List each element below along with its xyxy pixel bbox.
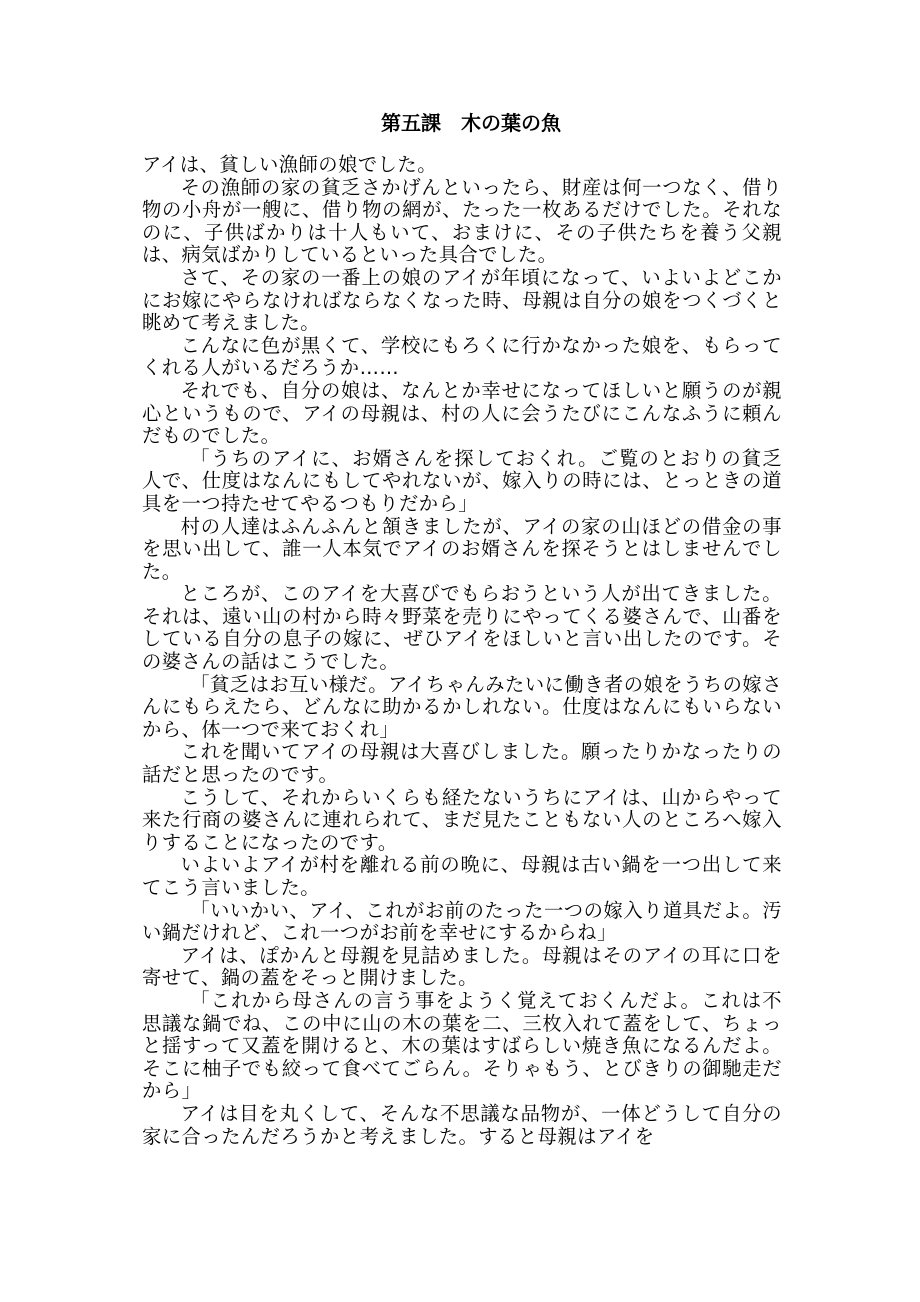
paragraph-13: 「いいかい、アイ、これがお前のたった一つの嫁入り道具だよ。汚い鍋だけれど、これ一つがお前を幸せにするからね」 — [142, 898, 782, 945]
paragraph-15: 「これから母さんの言う事をようく覚えておくんだよ。これは不思議な鍋でね、この中に山の木の葉を二、三枚入れて蓋をして、ちょっと揺すって又蓋を開けると、木の葉はすばらしい焼き魚になるんだよ。そこに柚子でも絞って食べてごらん。そりゃもう、とびきりの御馳走だから」 — [142, 988, 782, 1103]
paragraph-12: いよいよアイが村を離れる前の晩に、母親は古い鍋を一つ出して来てこう言いました。 — [142, 853, 782, 899]
lesson-title: 第五課 木の葉の魚 — [381, 111, 561, 135]
document-page — [142, 108, 782, 1148]
story-body — [142, 154, 782, 1148]
paragraph-9: 「貧乏はお互い様だ。アイちゃんみたいに働き者の娘をうちの嫁さんにもらえたら、どんなに助かるかしれない。仕度はなんにもいらないから、体一つで来ておくれ」 — [142, 672, 782, 741]
paragraph-4: こんなに色が黒くて、学校にもろくに行かなかった娘を、もらってくれる人がいるだろうか…… — [142, 333, 782, 380]
paragraph-14: アイは、ぽかんと母親を見詰めました。母親はそのアイの耳に口を寄せて、鍋の蓋をそっと開けました。 — [142, 943, 782, 990]
paragraph-16: アイは目を丸くして、そんな不思議な品物が、一体どうして自分の家に合ったんだろうかと考えました。すると母親はアイを — [142, 1101, 782, 1148]
paragraph-11: こうして、それからいくらも経たないうちにアイは、山からやって来た行商の婆さんに連れられて、まだ見たこともない人のところへ嫁入りすることになったのです。 — [142, 785, 782, 854]
paragraph-2: その漁師の家の貧乏さかげんといったら、財産は何一つなく、借り物の小舟が一艘に、借り物の網が、たった一枚あるだけでした。それなのに、子供ばかりは十人もいて、おまけに、その子供たちを養う父親は、病気ばかりしているといった具合でした。 — [142, 175, 782, 267]
paragraph-5: それでも、自分の娘は、なんとか幸せになってほしいと願うのが親心というもので、アイの母親は、村の人に会うたびにこんなふうに頼んだものでした。 — [142, 378, 782, 448]
paragraph-8: ところが、このアイを大喜びでもらおうという人が出てきました。それは、遠い山の村から時々野菜を売りにやってくる婆さんで、山番をしている自分の息子の嫁に、ぜひアイをほしいと言い出したのです。その婆さんの話はこうでした。 — [142, 582, 782, 674]
paragraph-10: これを聞いてアイの母親は大喜びしました。願ったりかなったりの話だと思ったのです。 — [142, 740, 782, 787]
paragraph-6: 「うちのアイに、お婿さんを探しておくれ。ご覧のとおりの貧乏人で、仕度はなんにもしてやれないが、嫁入りの時には、とっときの道具を一つ持たせてやるつもりだから」 — [142, 446, 782, 515]
paragraph-1: アイは、貧しい漁師の娘でした。 — [142, 153, 437, 176]
paragraph-7: 村の人達はふんふんと頷きましたが、アイの家の山ほどの借金の事を思い出して、誰一人本気でアイのお婿さんを探そうとはしませんでした。 — [142, 514, 782, 583]
paragraph-3: さて、その家の一番上の娘のアイが年頃になって、いよいよどこかにお嫁にやらなければならなくなった時、母親は自分の娘をつくづくと眺めて考えました。 — [142, 265, 782, 335]
